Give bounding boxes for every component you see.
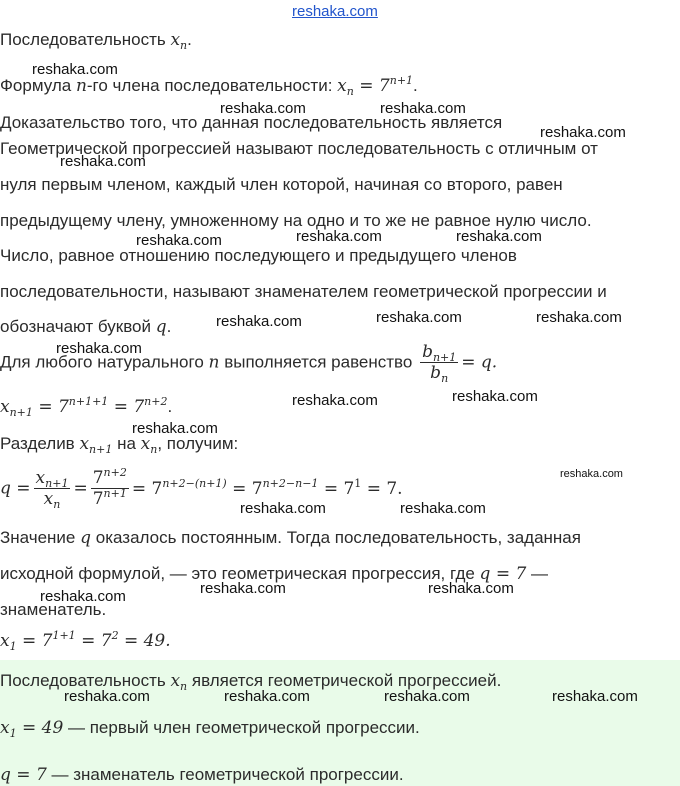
math-x1-49: $x_1 = 49$ <box>0 718 64 740</box>
conclusion-text-2b: — <box>526 564 549 583</box>
proof-line-1: Доказательство того, что данная последовательность является <box>0 113 503 132</box>
math-n2: n <box>208 352 220 373</box>
math-eq1: = <box>73 478 88 499</box>
definition-text: обозначают буквой <box>0 317 156 336</box>
watermark: reshaka.com <box>384 688 470 705</box>
math-xn: $x_n$ <box>170 30 188 52</box>
watermark: reshaka.com <box>220 100 306 117</box>
site-link[interactable]: reshaka.com <box>292 3 378 20</box>
math-chain: = $7^{n+2-(n+1)} = 7^{n+2-n-1} = 7^1 = 7$. <box>131 476 403 499</box>
ratio-text-2: выполняется равенство <box>219 352 418 372</box>
watermark: reshaka.com <box>400 500 486 517</box>
answer-line-2 <box>0 718 420 738</box>
math-q-eq-7: q = 7 <box>479 564 527 584</box>
math-xn3: $x_n$ <box>170 671 188 693</box>
divide-text-1: Разделив <box>0 434 80 453</box>
definition-line-1: Число, равное отношению последующего и предыдущего членов <box>0 246 517 265</box>
divide-text-3: , получим: <box>157 434 239 453</box>
proof-line-4: предыдущему члену, умноженному на одно и то же не равное нулю число. <box>0 211 592 230</box>
formula-text-1: Формула <box>0 76 76 95</box>
math-xn2: $x_n$ <box>140 434 158 456</box>
math-formula: $x_n = 7^{n+1}$ <box>337 74 414 98</box>
divide-line <box>0 434 238 454</box>
watermark: reshaka.com <box>536 309 622 326</box>
watermark: reshaka.com <box>380 100 466 117</box>
answer-text-2: — первый член геометрической прогрессии. <box>63 718 420 737</box>
divide-text-2: на <box>112 434 141 453</box>
math-xn1: $x_{n+1}$ <box>79 434 113 456</box>
first-term-line <box>0 631 171 651</box>
next-term-line: $x_{n+1} = 7^{n+1+1} = 7^{n+2}$. <box>0 395 173 419</box>
watermark: reshaka.com <box>224 688 310 705</box>
watermark: reshaka.com <box>552 688 638 705</box>
watermark: reshaka.com <box>60 153 146 170</box>
math-q2: q = <box>0 478 31 499</box>
definition-line-2: последовательности, называют знаменателем геометрической прогрессии и <box>0 282 607 301</box>
watermark: reshaka.com <box>200 580 286 597</box>
watermark: reshaka.com <box>240 500 326 517</box>
math-eq-q: = q. <box>461 352 498 373</box>
watermark: reshaka.com <box>428 580 514 597</box>
math-first-term: $x_1 = 7^{1+1} = 7^2 = 49$. <box>0 629 171 653</box>
watermark: reshaka.com <box>64 688 150 705</box>
math-frac-x: $\frac{x_{n+1}}{x_n}$ <box>35 468 69 511</box>
watermark: reshaka.com <box>132 420 218 437</box>
watermark: reshaka.com <box>216 313 302 330</box>
quotient-line <box>0 468 403 509</box>
math-next-term: $x_{n+1} = 7^{n+1+1} = 7^{n+2}$ <box>0 395 168 419</box>
watermark: reshaka.com <box>456 228 542 245</box>
math-frac-7: $\frac{7^{n+2}}{7^{n+1}}$ <box>92 466 127 509</box>
watermark: reshaka.com <box>292 392 378 409</box>
watermark: reshaka.com <box>136 232 222 249</box>
answer-line-3 <box>0 765 404 785</box>
conclusion-text-2: исходной формулой, — это геометрическая прогрессия, где <box>0 564 480 583</box>
proof-line-3: нуля первым членом, каждый член которой, начиная со второго, равен <box>0 175 563 194</box>
math-q3: q <box>80 528 92 548</box>
watermark: reshaka.com <box>452 388 538 405</box>
math-ratio-fraction: $\frac{b_{n+1}}{b_n}$ <box>422 342 457 385</box>
math-q-7: q = 7 <box>0 765 47 785</box>
formula-line: Формула n-го члена последовательности: $x_n = 7^{n+1}$. <box>0 74 418 98</box>
watermark: reshaka.com <box>560 468 623 480</box>
watermark: reshaka.com <box>296 228 382 245</box>
formula-text-2: -го члена последовательности: <box>86 76 338 95</box>
answer-text-3: — знаменатель геометрической прогрессии. <box>46 765 404 784</box>
definition-line-3: обозначают буквой q. <box>0 317 172 337</box>
watermark: reshaka.com <box>56 340 142 357</box>
sequence-line: Последовательность $x_n$. <box>0 30 192 52</box>
sequence-label: Последовательность <box>0 30 171 49</box>
proof-line-2: Геометрической прогрессией называют последовательность с отличным от <box>0 139 598 158</box>
conclusion-line-3: знаменатель. <box>0 600 107 619</box>
watermark: reshaka.com <box>32 61 118 78</box>
math-n: n <box>75 76 87 96</box>
watermark: reshaka.com <box>540 124 626 141</box>
answer-text-1: Последовательность <box>0 671 171 690</box>
watermark: reshaka.com <box>376 309 462 326</box>
conclusion-line-1 <box>0 528 581 548</box>
math-q: q <box>155 317 167 337</box>
conclusion-text-1b: оказалось постоянным. Тогда последовательность, заданная <box>91 528 581 547</box>
answer-text-1b: является геометрической прогрессией. <box>187 671 502 690</box>
watermark: reshaka.com <box>40 588 126 605</box>
conclusion-text-1: Значение <box>0 528 81 547</box>
ratio-text-1: Для любого натурального <box>0 352 209 372</box>
